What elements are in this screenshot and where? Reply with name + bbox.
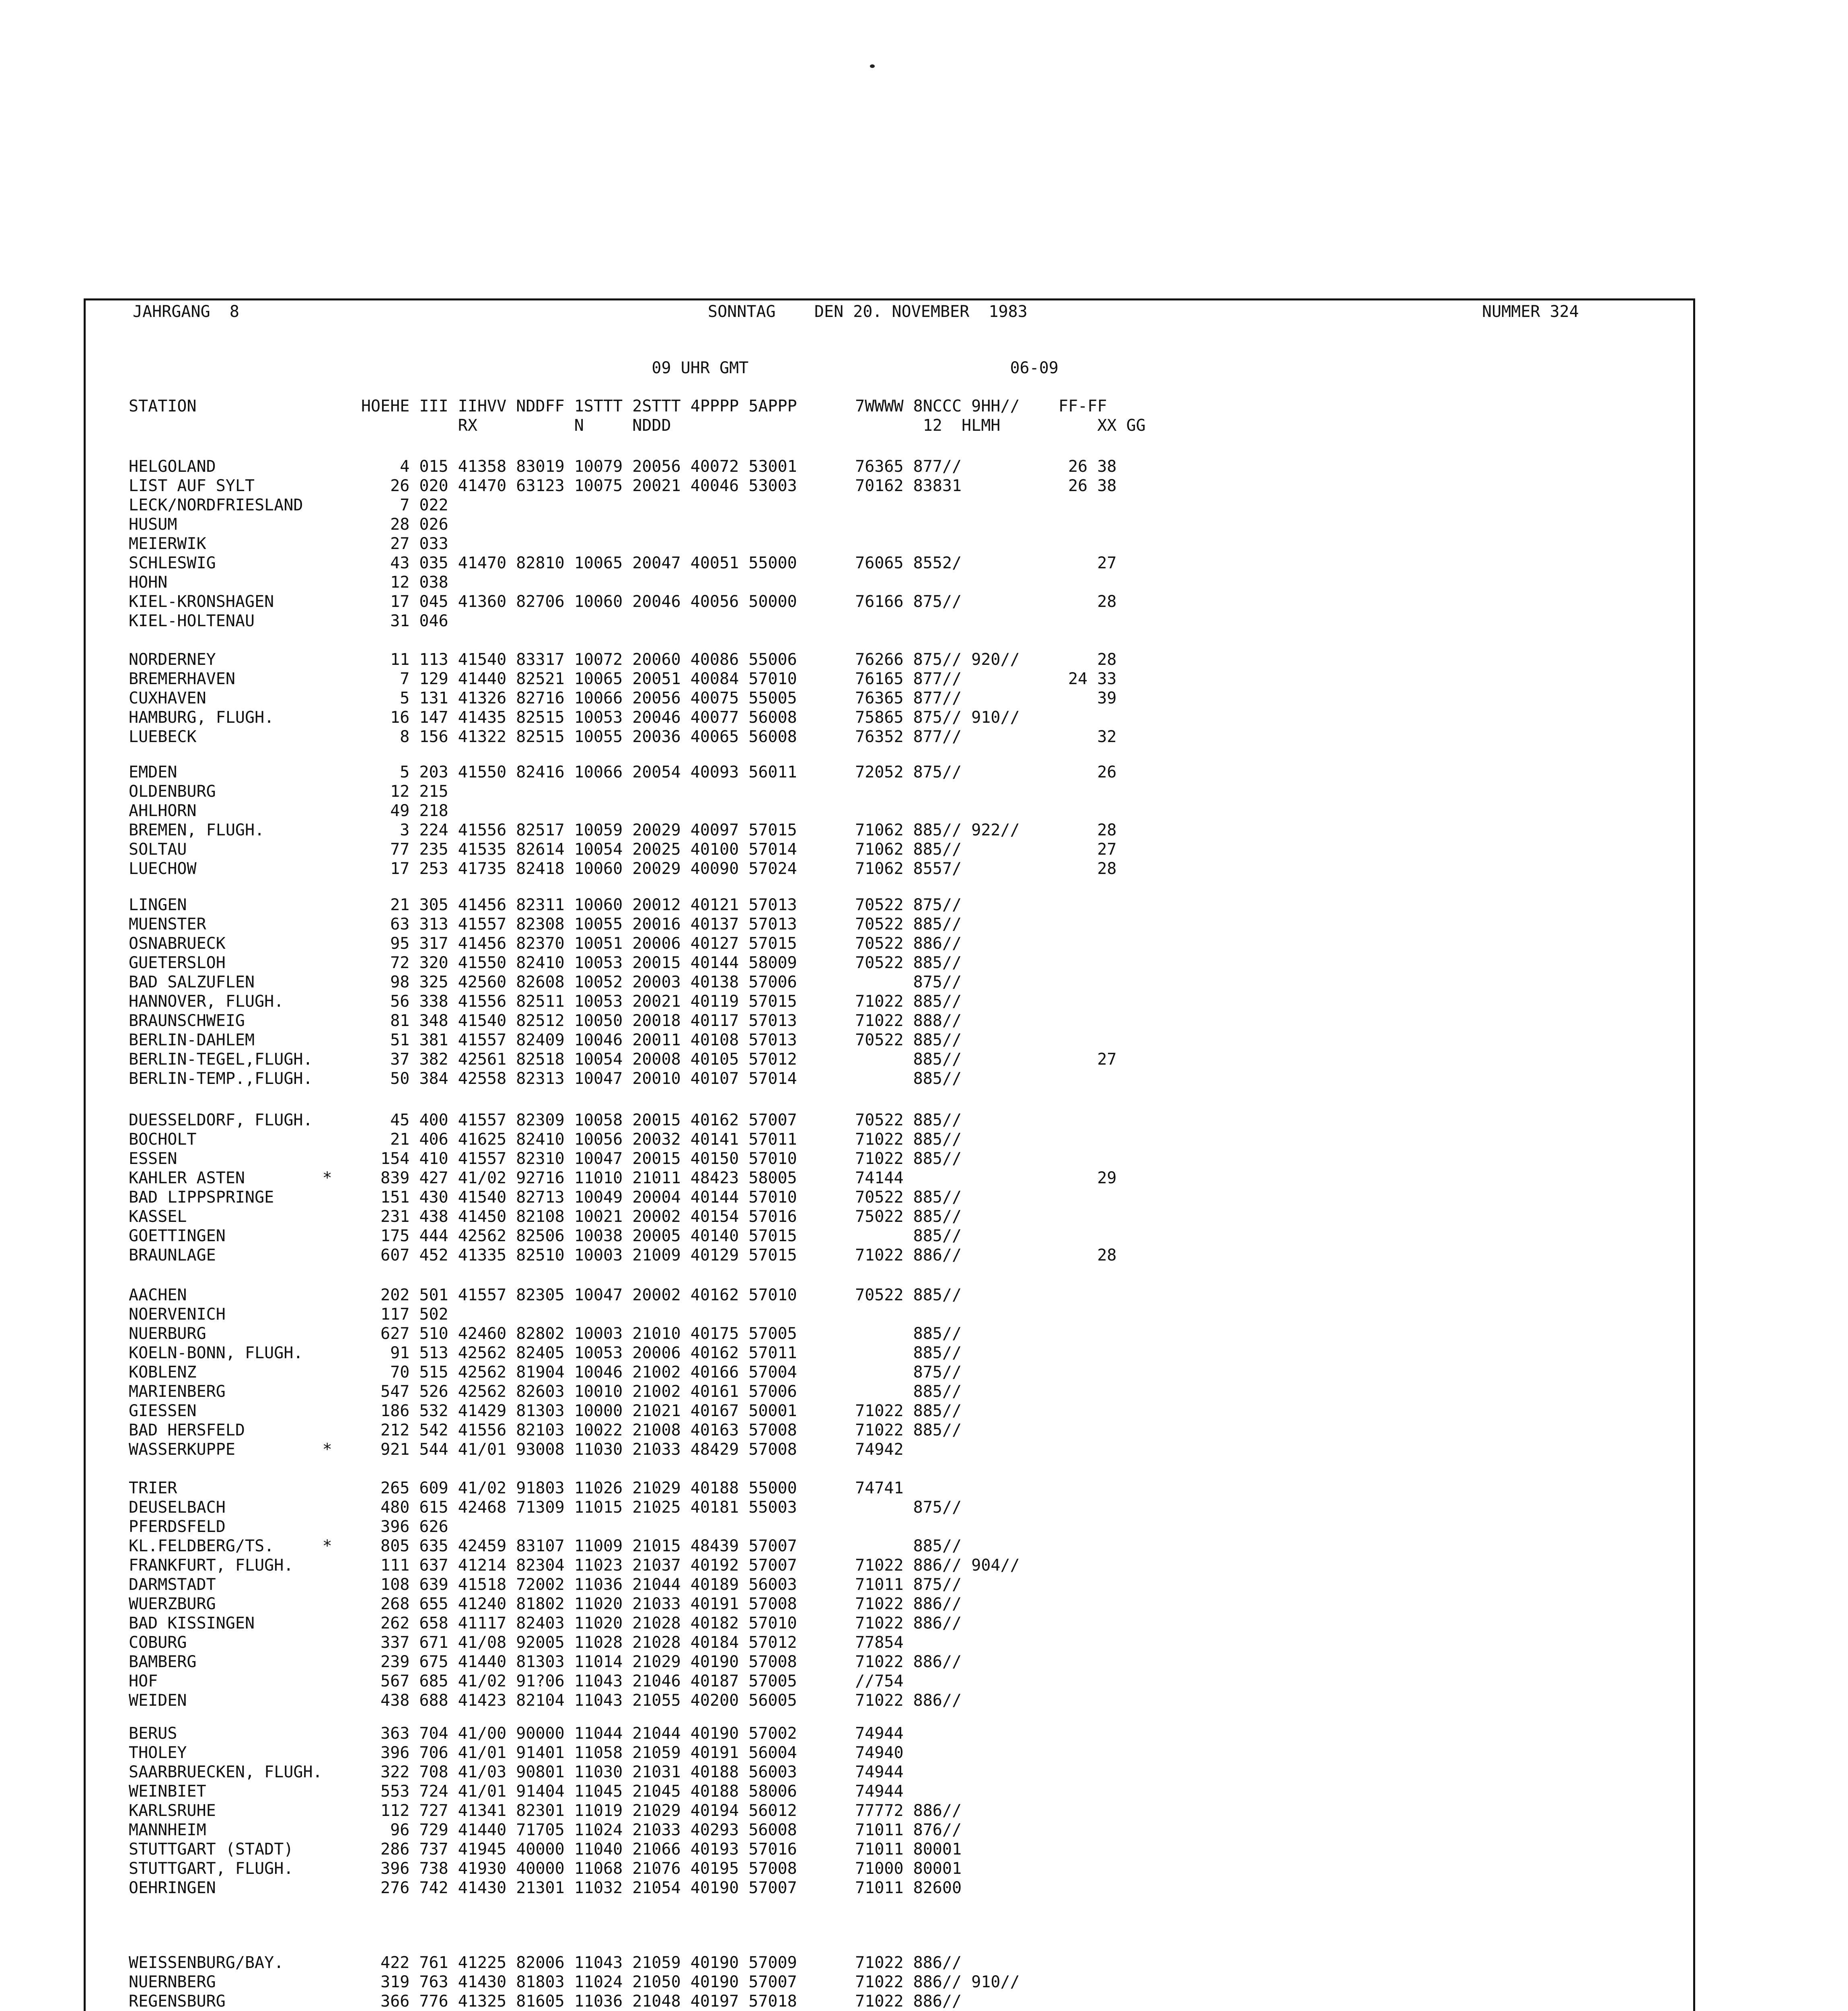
station-row: GIESSEN 186 532 41429 81303 10000 21021 40167 50001 71022 885// <box>129 1402 962 1420</box>
station-row: AHLHORN 49 218 <box>129 802 448 820</box>
station-row: PFERDSFELD 396 626 <box>129 1518 448 1536</box>
station-row: LIST AUF SYLT 26 020 41470 63123 10075 20021 40046 53003 70162 83831 26 38 <box>129 477 1117 495</box>
station-row: SOLTAU 77 235 41535 82614 10054 20025 40100 57014 71062 885// 27 <box>129 840 1117 859</box>
station-row: BERUS 363 704 41/00 90000 11044 21044 40190 57002 74944 <box>129 1724 904 1743</box>
station-row: WEISSENBURG/BAY. 422 761 41225 82006 11043 21059 40190 57009 71022 886// <box>129 1953 962 1972</box>
station-row: BAMBERG 239 675 41440 81303 11014 21029 40190 57008 71022 886// <box>129 1653 962 1671</box>
station-row: KL.FELDBERG/TS. * 805 635 42459 83107 11009 21015 48439 57007 885// <box>129 1537 962 1555</box>
jahrgang-label: JAHRGANG 8 <box>133 302 239 321</box>
station-row: HAMBURG, FLUGH. 16 147 41435 82515 10053 20046 40077 56008 75865 875// 910// <box>129 708 1020 727</box>
station-row: HELGOLAND 4 015 41358 83019 10079 20056 40072 53001 76365 877// 26 38 <box>129 457 1117 476</box>
station-row: LINGEN 21 305 41456 82311 10060 20012 40121 57013 70522 875// <box>129 896 962 914</box>
station-row: KAHLER ASTEN * 839 427 41/02 92716 11010 21011 48423 58005 74144 29 <box>129 1169 1117 1187</box>
station-row: BAD LIPPSPRINGE 151 430 41540 82713 10049 20004 40144 57010 70522 885// <box>129 1188 962 1207</box>
station-row: BREMERHAVEN 7 129 41440 82521 10065 20051 40084 57010 76165 877// 24 33 <box>129 670 1117 688</box>
station-row: STUTTGART (STADT) 286 737 41945 40000 11040 21066 40193 57016 71011 80001 <box>129 1840 962 1859</box>
issue-number: NUMMER 324 <box>1482 302 1579 321</box>
station-row: BRAUNSCHWEIG 81 348 41540 82512 10050 20018 40117 57013 71022 888// <box>129 1012 962 1030</box>
station-row: EMDEN 5 203 41550 82416 10066 20054 40093 56011 72052 875// 26 <box>129 763 1117 781</box>
station-row: MANNHEIM 96 729 41440 71705 11024 21033 40293 56008 71011 876// <box>129 1821 962 1839</box>
station-row: LUECHOW 17 253 41735 82418 10060 20029 40090 57024 71062 8557/ 28 <box>129 860 1117 878</box>
station-row: COBURG 337 671 41/08 92005 11028 21028 40184 57012 77854 <box>129 1633 904 1652</box>
station-row: OSNABRUECK 95 317 41456 82370 10051 20006 40127 57015 70522 886// <box>129 934 962 953</box>
station-row: DARMSTADT 108 639 41518 72002 11036 21044 40189 56003 71011 875// <box>129 1575 962 1594</box>
station-row: OEHRINGEN 276 742 41430 21301 11032 21054 40190 57007 71011 82600 <box>129 1879 962 1897</box>
station-row: KASSEL 231 438 41450 82108 10021 20002 40154 57016 75022 885// <box>129 1207 962 1226</box>
column-header-subcodes: RX N NDDD 12 HLMH XX GG <box>129 416 1146 435</box>
station-row: GUETERSLOH 72 320 41550 82410 10053 20015 40144 58009 70522 885// <box>129 954 962 972</box>
station-row: MEIERWIK 27 033 <box>129 535 448 553</box>
station-row: OLDENBURG 12 215 <box>129 782 448 801</box>
station-row: LECK/NORDFRIESLAND 7 022 <box>129 496 448 514</box>
station-row: BREMEN, FLUGH. 3 224 41556 82517 10059 20029 40097 57015 71062 885// 922// 28 <box>129 821 1117 839</box>
station-row: BAD HERSFELD 212 542 41556 82103 10022 21008 40163 57008 71022 885// <box>129 1421 962 1439</box>
station-row: HOHN 12 038 <box>129 573 448 592</box>
station-row: WEINBIET 553 724 41/01 91404 11045 21045 40188 58006 74944 <box>129 1782 904 1801</box>
station-row: STUTTGART, FLUGH. 396 738 41930 40000 11068 21076 40195 57008 71000 80001 <box>129 1859 962 1878</box>
station-row: NOERVENICH 117 502 <box>129 1305 448 1324</box>
column-header-codes: STATION HOEHE III IIHVV NDDFF 1STTT 2STTT 4PPPP 5APPP 7WWWW 8NCCC 9HH// FF-FF <box>129 397 1107 415</box>
station-row: FRANKFURT, FLUGH. 111 637 41214 82304 11023 21037 40192 57007 71022 886// 904// <box>129 1556 1020 1575</box>
station-row: AACHEN 202 501 41557 82305 10047 20002 40162 57010 70522 885// <box>129 1286 962 1304</box>
scan-speck <box>870 64 875 68</box>
station-row: KOBLENZ 70 515 42562 81904 10046 21002 40166 57004 875// <box>129 1363 962 1382</box>
station-row: NUERBURG 627 510 42460 82802 10003 21010 40175 57005 885// <box>129 1324 962 1343</box>
station-row: BRAUNLAGE 607 452 41335 82510 10003 21009 40129 57015 71022 886// 28 <box>129 1246 1117 1265</box>
station-row: CUXHAVEN 5 131 41326 82716 10066 20056 40075 55005 76365 877// 39 <box>129 689 1117 707</box>
station-row: BERLIN-TEMP.,FLUGH. 50 384 42558 82313 10047 20010 40107 57014 885// <box>129 1069 962 1088</box>
station-row: MARIENBERG 547 526 42562 82603 10010 21002 40161 57006 885// <box>129 1382 962 1401</box>
column-header-time: 09 UHR GMT 06-09 <box>129 359 1059 377</box>
station-row: REGENSBURG 366 776 41325 81605 11036 21048 40197 57018 71022 886// <box>129 1992 962 2011</box>
station-row: HUSUM 28 026 <box>129 515 448 534</box>
station-row: KIEL-HOLTENAU 31 046 <box>129 612 448 630</box>
station-row: BAD KISSINGEN 262 658 41117 82403 11020 21028 40182 57010 71022 886// <box>129 1614 962 1633</box>
station-row: BERLIN-TEGEL,FLUGH. 37 382 42561 82518 10054 20008 40105 57012 885// 27 <box>129 1050 1117 1069</box>
station-row: DEUSELBACH 480 615 42468 71309 11015 21025 40181 55003 875// <box>129 1498 962 1517</box>
station-row: SAARBRUECKEN, FLUGH. 322 708 41/03 90801 11030 21031 40188 56003 74944 <box>129 1763 904 1781</box>
station-row: KARLSRUHE 112 727 41341 82301 11019 21029 40194 56012 77772 886// <box>129 1801 962 1820</box>
station-row: KOELN-BONN, FLUGH. 91 513 42562 82405 10053 20006 40162 57011 885// <box>129 1344 962 1362</box>
station-row: MUENSTER 63 313 41557 82308 10055 20016 40137 57013 70522 885// <box>129 915 962 934</box>
station-row: BAD SALZUFLEN 98 325 42560 82608 10052 20003 40138 57006 875// <box>129 973 962 991</box>
station-row: TRIER 265 609 41/02 91803 11026 21029 40188 55000 74741 <box>129 1479 904 1497</box>
station-row: HOF 567 685 41/02 91?06 11043 21046 40187 57005 //754 <box>129 1672 904 1690</box>
station-row: NUERNBERG 319 763 41430 81803 11024 21050 40190 57007 71022 886// 910// <box>129 1973 1020 1991</box>
station-row: WASSERKUPPE * 921 544 41/01 93008 11030 21033 48429 57008 74942 <box>129 1440 904 1459</box>
station-row: DUESSELDORF, FLUGH. 45 400 41557 82309 10058 20015 40162 57007 70522 885// <box>129 1111 962 1129</box>
date-label: SONNTAG DEN 20. NOVEMBER 1983 <box>708 302 1028 321</box>
station-row: SCHLESWIG 43 035 41470 82810 10065 20047 40051 55000 76065 8552/ 27 <box>129 554 1117 572</box>
station-row: GOETTINGEN 175 444 42562 82506 10038 20005 40140 57015 885// <box>129 1227 962 1245</box>
station-row: ESSEN 154 410 41557 82310 10047 20015 40150 57010 71022 885// <box>129 1149 962 1168</box>
station-row: KIEL-KRONSHAGEN 17 045 41360 82706 10060 20046 40056 50000 76166 875// 28 <box>129 592 1117 611</box>
station-row: BOCHOLT 21 406 41625 82410 10056 20032 40141 57011 71022 885// <box>129 1130 962 1149</box>
station-row: WUERZBURG 268 655 41240 81802 11020 21033 40191 57008 71022 886// <box>129 1595 962 1613</box>
station-row: LUEBECK 8 156 41322 82515 10055 20036 40065 56008 76352 877// 32 <box>129 728 1117 746</box>
station-row: THOLEY 396 706 41/01 91401 11058 21059 40191 56004 74940 <box>129 1744 904 1762</box>
station-row: HANNOVER, FLUGH. 56 338 41556 82511 10053 20021 40119 57015 71022 885// <box>129 992 962 1011</box>
station-row: WEIDEN 438 688 41423 82104 11043 21055 40200 56005 71022 886// <box>129 1691 962 1710</box>
station-row: NORDERNEY 11 113 41540 83317 10072 20060 40086 55006 76266 875// 920// 28 <box>129 650 1117 669</box>
station-row: BERLIN-DAHLEM 51 381 41557 82409 10046 20011 40108 57013 70522 885// <box>129 1031 962 1049</box>
